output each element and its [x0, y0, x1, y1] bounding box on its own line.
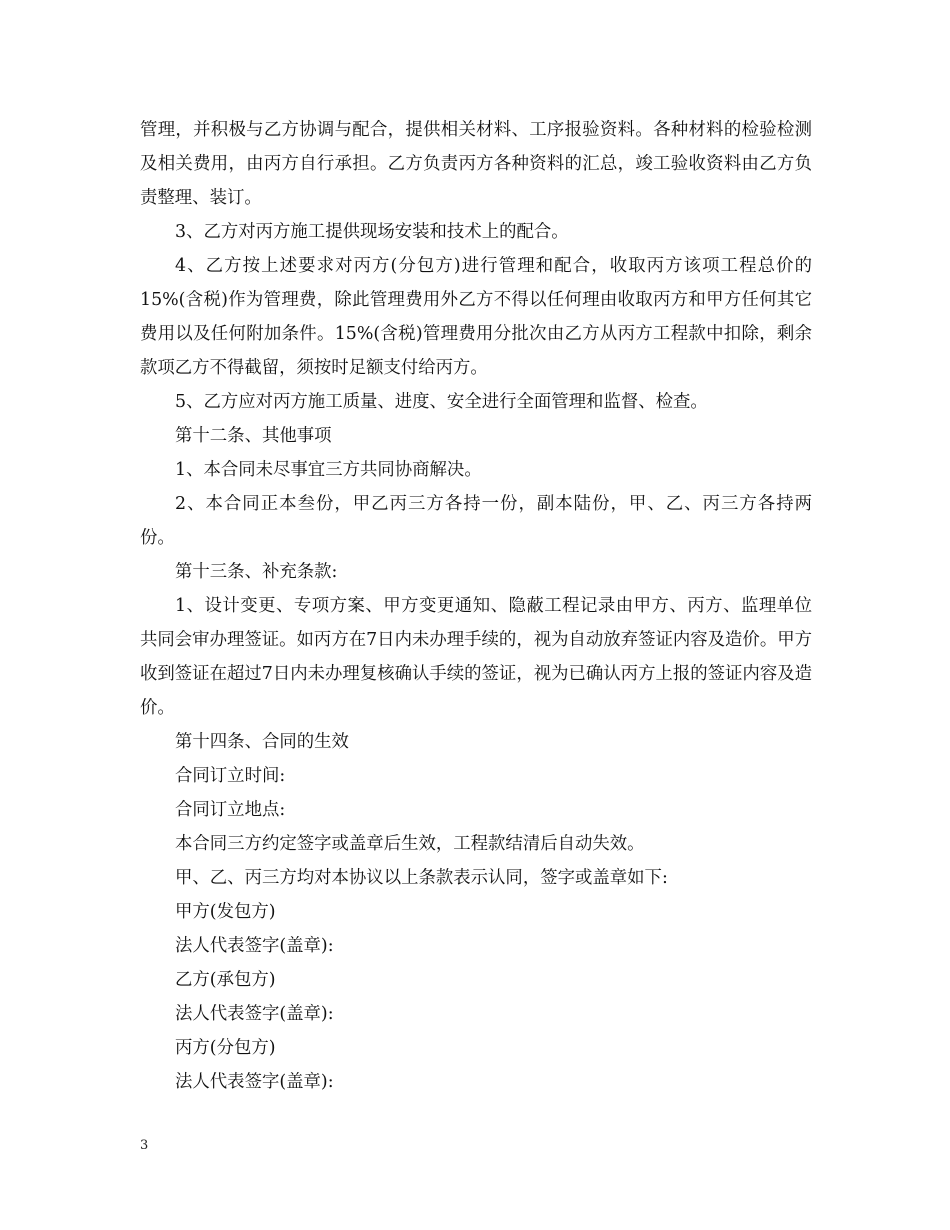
paragraph-article-12-item-2: 2、本合同正本叁份，甲乙丙三方各持一份，副本陆份，甲、乙、丙三方各持两份。	[140, 494, 812, 548]
party-a-signature: 法人代表签字(盖章):	[175, 936, 334, 956]
party-b-label: 乙方(承包方)	[175, 970, 276, 990]
page-number: 3	[140, 1138, 149, 1153]
party-a-label: 甲方(发包方)	[175, 902, 276, 922]
contract-signing-place: 合同订立地点:	[175, 800, 286, 820]
paragraph-clause-3: 3、乙方对丙方施工提供现场安装和技术上的配合。	[175, 222, 569, 242]
party-c-label: 丙方(分包方)	[175, 1038, 276, 1058]
paragraph-management-continued: 管理，并积极与乙方协调与配合，提供相关材料、工序报验资料。各种材料的检验检测及相关费用，由丙方自行承担。乙方负责丙方各种资料的汇总，竣工验收资料由乙方负责整理、装订。	[140, 120, 812, 208]
paragraph-clause-5: 5、乙方应对丙方施工质量、进度、安全进行全面管理和监督、检查。	[175, 392, 708, 412]
heading-article-14: 第十四条、合同的生效	[175, 732, 349, 752]
party-c-signature: 法人代表签字(盖章):	[175, 1072, 334, 1092]
heading-article-13: 第十三条、补充条款:	[175, 562, 338, 582]
party-b-signature: 法人代表签字(盖章):	[175, 1004, 334, 1024]
contract-signing-time: 合同订立时间:	[175, 766, 286, 786]
paragraph-clause-4: 4、乙方按上述要求对丙方(分包方)进行管理和配合，收取丙方该项工程总价的15%(含税)作为管理费，除此管理费用外乙方不得以任何理由收取丙方和甲方任何其它费用以及任何附加条件。15%(含税)管理费用分批次由乙方从丙方工程款中扣除，剩余款项乙方不得截留，须按时足额支付给丙方。	[140, 256, 812, 378]
paragraph-article-12-item-1: 1、本合同未尽事宜三方共同协商解决。	[175, 460, 482, 480]
heading-article-12: 第十二条、其他事项	[175, 426, 332, 446]
paragraph-article-13-item-1: 1、设计变更、专项方案、甲方变更通知、隐蔽工程记录由甲方、丙方、监理单位共同会审办理签证。如丙方在7日内未办理手续的，视为自动放弃签证内容及造价。甲方收到签证在超过7日内未办理复核确认手续的签证，视为已确认丙方上报的签证内容及造价。	[140, 596, 812, 718]
document-body	[140, 113, 812, 1099]
paragraph-effectiveness: 本合同三方约定签字或盖章后生效，工程款结清后自动失效。	[175, 834, 645, 854]
paragraph-agreement: 甲、乙、丙三方均对本协议以上条款表示认同，签字或盖章如下:	[175, 868, 668, 888]
